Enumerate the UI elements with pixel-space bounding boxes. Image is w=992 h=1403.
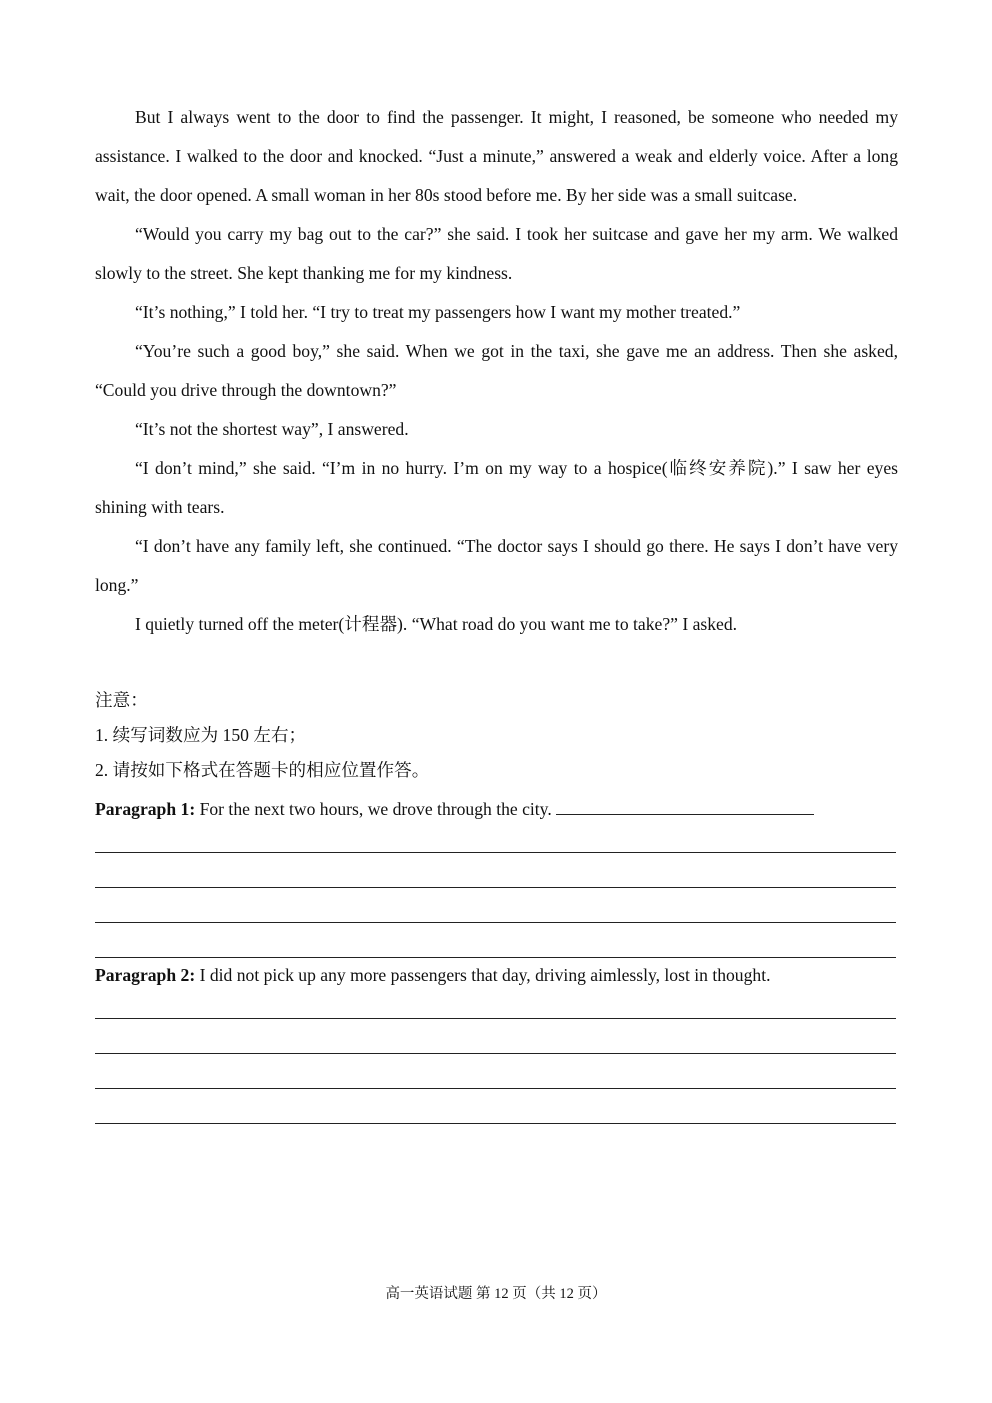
paragraph-2-answer-line[interactable] [95, 1018, 896, 1019]
paragraph-1-answer-line[interactable] [95, 887, 896, 888]
page-footer: 高一英语试题 第 12 页（共 12 页） [385, 1286, 607, 1302]
story-paragraph-5: “It’s not the shortest way”, I answered. [135, 419, 409, 439]
instructions-heading: 注意： [95, 690, 148, 710]
paragraph-2-answer-line[interactable] [95, 1088, 896, 1089]
story-paragraph-6: “I don’t mind,” she said. “I’m in no hurry. I’m on my way to a hospice(临终安养院).” I saw her eyes shining with tears. [95, 458, 898, 517]
paragraph-1-answer-line[interactable] [95, 957, 896, 958]
paragraph-1-opening: For the next two hours, we drove through the city. [195, 799, 552, 819]
paragraph-2-answer-line[interactable] [95, 1053, 896, 1054]
paragraph-2-prompt [95, 963, 898, 987]
story-text [95, 98, 898, 644]
instruction-item-1: 1. 续写词数应为 150 左右； [95, 725, 307, 745]
instruction-item-2: 2. 请按如下格式在答题卡的相应位置作答。 [95, 760, 430, 780]
story-paragraph-3: “It’s nothing,” I told her. “I try to treat my passengers how I want my mother treated.” [135, 302, 741, 322]
paragraph-1-prompt [95, 796, 898, 821]
story-paragraph-4: “You’re such a good boy,” she said. When we got in the taxi, she gave me an address. Then she asked, “Could you drive through the downtown?” [95, 341, 898, 400]
paragraph-2-opening: I did not pick up any more passengers that day, driving aimlessly, lost in thought. [195, 965, 771, 985]
paragraph-1-inline-blank[interactable] [556, 796, 814, 815]
story-paragraph-1: But I always went to the door to find the passenger. It might, I reasoned, be someone who needed my assistance. I walked to the door and knocked. “Just a minute,” answered a weak and elderly voice. After a long wait, the door opened. A small woman in her 80s stood before me. By her side was a small suitcase. [95, 107, 898, 205]
instructions [95, 683, 898, 788]
story-paragraph-7: “I don’t have any family left, she continued. “The doctor says I should go there. He says I don’t have very long.” [95, 536, 898, 595]
story-paragraph-8: I quietly turned off the meter(计程器). “What road do you want me to take?” I asked. [135, 614, 738, 634]
paragraph-2-label: Paragraph 2: [95, 965, 196, 985]
story-paragraph-2: “Would you carry my bag out to the car?” she said. I took her suitcase and gave her my arm. We walked slowly to the street. She kept thanking me for my kindness. [95, 224, 898, 283]
paragraph-1-label: Paragraph 1: [95, 799, 196, 819]
paragraph-1-answer-line[interactable] [95, 922, 896, 923]
paragraph-2-answer-line[interactable] [95, 1123, 896, 1124]
paragraph-1-answer-line[interactable] [95, 852, 896, 853]
